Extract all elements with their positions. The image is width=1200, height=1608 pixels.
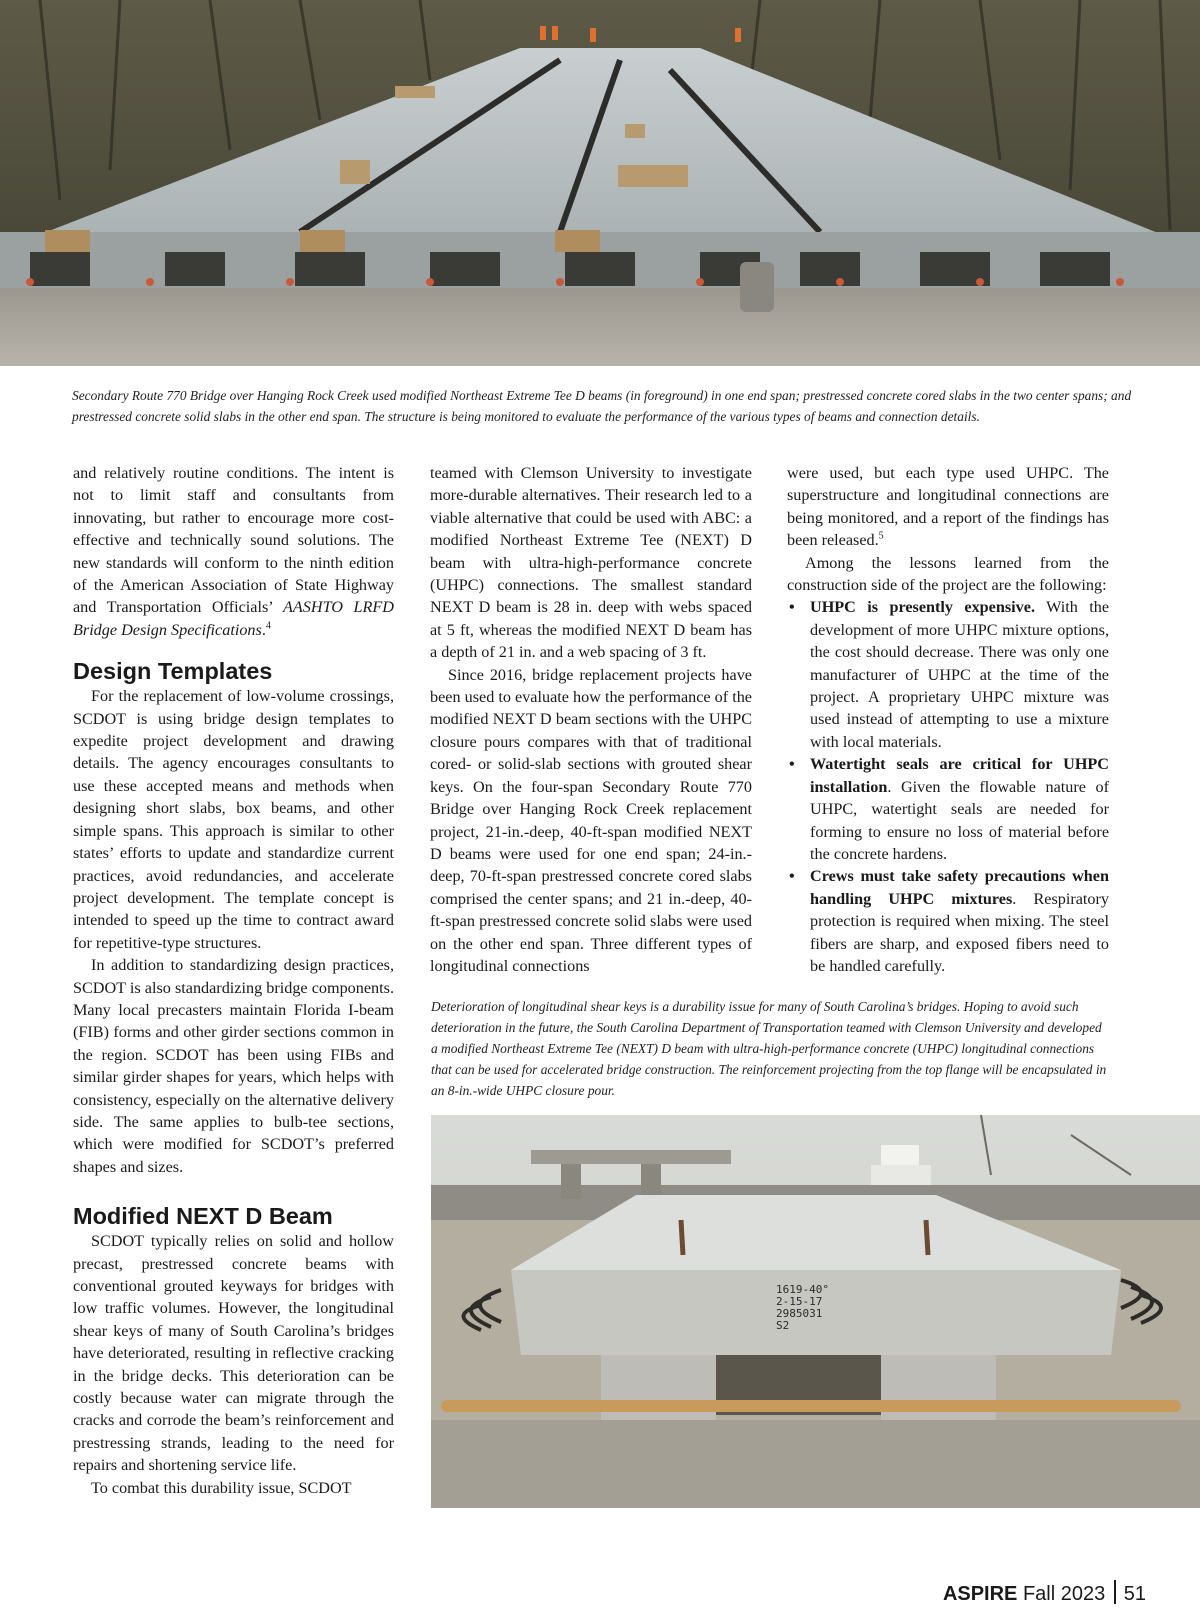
list-item — [787, 865, 1109, 977]
list-item — [787, 596, 1109, 753]
heading-modified-next-d-beam: Modified NEXT D Beam — [73, 1203, 333, 1230]
bridge-deck-photo — [0, 0, 1200, 366]
text-column-2 — [430, 462, 752, 977]
next-d-beam-photo — [431, 1115, 1200, 1508]
footer-divider — [1114, 1580, 1116, 1604]
paragraph — [73, 462, 394, 641]
reference-5: 5 — [878, 530, 884, 542]
heading-design-templates: Design Templates — [73, 658, 273, 685]
reference-4: 4 — [265, 620, 271, 632]
paragraph-text: and relatively routine conditions. The intent is not to limit staff and consultants from innovating, but rather to encourage more cost-effective and technically sound solutions. The new standards will conform to the ninth edition of the American Association of State Highway and Transportation Officials’ — [73, 464, 394, 617]
magazine-name: ASPIRE — [942, 1583, 1018, 1605]
issue-date: Fall 2023 — [1022, 1583, 1106, 1605]
text-column-3 — [787, 462, 1109, 977]
paragraph: In addition to standardizing design practices, SCDOT is also standardizing bridge components. Many local precasters maintain Florida I-beam (FIB) forms and other girder sections common in the region. SCDOT has been using FIBs and similar girder shapes for years, which helps with consistency, especially on the alternative delivery side. The same applies to bulb-tee sections, which were modified for SCDOT’s preferred shapes and sizes. — [73, 956, 394, 1176]
paragraph: Since 2016, bridge replacement projects have been used to evaluate how the performance of the modified NEXT D beam sections with the UHPC closure pours compares with that of traditional cored- or solid-slab sections with grouted shear keys. On the four-span Secondary Route 770 Bridge over Hanging Rock Creek replacement project, 21-in.-deep, 40-ft-span modified NEXT D beams were used for one end span; 24-in.-deep, 70-ft-span prestressed concrete cored slabs comprised the center spans; and 21 in.-deep, 40-ft-span prestressed concrete solid slabs were used on the other end span. Three different types of longitudinal connections — [430, 665, 752, 975]
bullet: • — [789, 867, 795, 886]
lesson-title: Watertight seals are critical for UHPC installation — [810, 755, 1109, 796]
paragraph: teamed with Clemson University to investigate more-durable alternatives. Their research led to a viable alternative that could be used with ABC: a modified Northeast Extreme Tee (NEXT) D beam with ultra-high-performance concrete (UHPC) connections. The smallest standard NEXT D beam is 28 in. deep with webs spaced at 5 ft, whereas the modified NEXT D beam has a depth of 21 in. and a web spacing of 3 ft. — [430, 464, 752, 662]
spec-title: AASHTO LRFD Bridge Design Specifications — [73, 598, 394, 639]
lessons-list — [787, 596, 1109, 977]
lesson-title: UHPC is presently expensive. — [810, 598, 1035, 617]
stencil-line-4: S2 — [776, 1319, 790, 1332]
lesson-text: . Respiratory protection is required when mixing. The steel fibers are sharp, and exposed fibers need to be handled carefully. — [810, 889, 1109, 975]
paragraph: SCDOT typically relies on solid and hollow precast, prestressed concrete beams with conventional grouted keyways for bridges with low traffic volumes. However, the longitudinal shear keys of many of South Carolina’s bridges have deteriorated, resulting in reflective cracking in the bridge decks. This deterioration can be costly because water can migrate through the cracks and corrode the beam’s reinforcement and prestressing strands, leading to the need for repairs and shortening service life. — [73, 1232, 394, 1475]
paragraph: Among the lessons learned from the construction side of the project are the following: — [787, 553, 1109, 595]
lesson-text: . Given the flowable nature of UHPC, watertight seals are needed for forming to ensure no loss of material before the concrete hardens. — [810, 777, 1109, 863]
list-item — [787, 753, 1109, 865]
beam-photo-caption: Deterioration of longitudinal shear keys is a durability issue for many of South Carolina’s bridges. Hoping to avoid such deterioration in the future, the South Carolina Department of Transportation teamed with Clemson University and developed a modified Northeast Extreme Tee (NEXT) D beam with ultra-high-performance concrete (UHPC) longitudinal connections that can be used for accelerated bridge construction. The reinforcement projecting from the top flange will be encapsulated in an 8-in.-wide UHPC closure pour. — [431, 999, 1107, 1098]
page-number: 51 — [1123, 1583, 1146, 1605]
bullet: • — [789, 755, 795, 774]
paragraph — [787, 462, 1109, 552]
paragraph-text: were used, but each type used UHPC. The superstructure and longitudinal connections are being monitored, and a report of the findings has been released. — [787, 464, 1109, 550]
page-footer — [943, 1580, 1146, 1608]
punctuation: . — [261, 620, 266, 639]
paragraph: For the replacement of low-volume crossings, SCDOT is using bridge design templates to expedite project development and drawing details. The agency encourages consultants to use these accepted means and methods when designing short slabs, box beams, and other simple spans. This approach is similar to other states’ efforts to update and standardize current practices, avoid redundancies, and accelerate project development. The template concept is intended to speed up the time to contract award for repetitive-type structures. — [73, 687, 394, 952]
stencil-line-1: 1619-40° — [776, 1283, 829, 1296]
top-photo-caption: Secondary Route 770 Bridge over Hanging Rock Creek used modified Northeast Extreme Tee D beams (in foreground) in one end span; prestressed concrete cored slabs in the two center spans; and prestressed concrete solid slabs in the other end span. The structure is being monitored to evaluate the performance of the various types of beams and connection details. — [72, 388, 1132, 424]
paragraph: To combat this durability issue, SCDOT — [91, 1478, 352, 1497]
lesson-text: With the development of more UHPC mixture options, the cost should decrease. There was only one manufacturer of UHPC at the time of the project. A proprietary UHPC mixture was used instead of attempting to use a mixture with local materials. — [810, 598, 1110, 751]
text-column-1 — [73, 462, 394, 1499]
bullet: • — [789, 598, 795, 617]
stencil-line-3: 2985031 — [776, 1307, 823, 1320]
lesson-title: Crews must take safety precautions when handling UHPC mixtures — [810, 867, 1109, 908]
stencil-line-2: 2-15-17 — [776, 1295, 823, 1308]
